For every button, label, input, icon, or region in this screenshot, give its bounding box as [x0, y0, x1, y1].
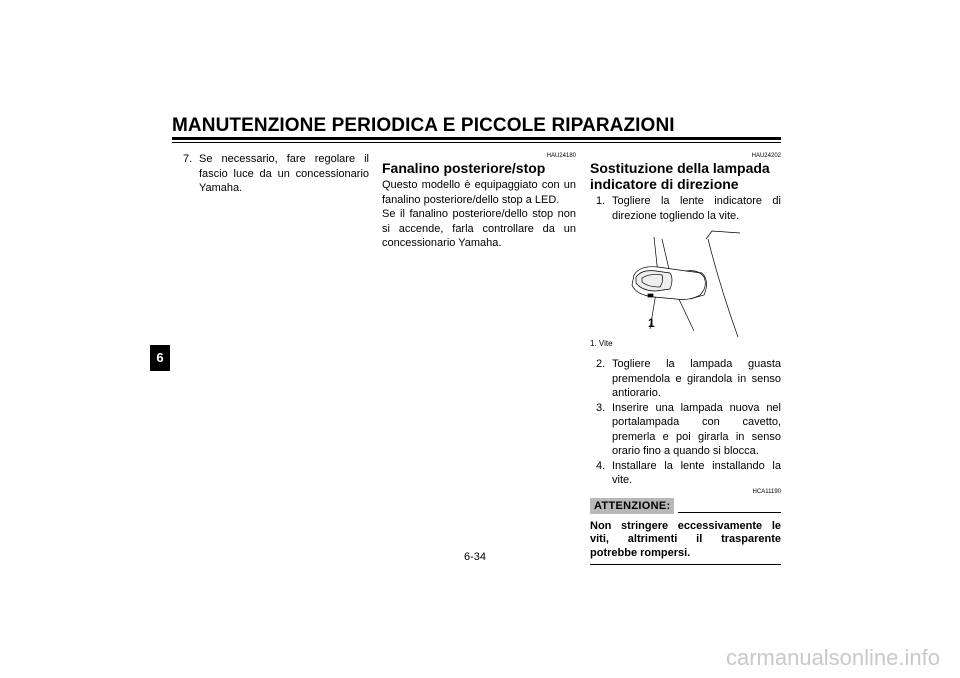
column-1: [183, 152, 369, 196]
column-3: [590, 152, 781, 565]
turn-signal-illustration: [590, 227, 781, 337]
section-heading-turn-signal: Sostituzione della lampada indicatore di direzione: [590, 160, 770, 192]
step-text: Inserire una lampada nuova nel portalampada con cavetto, premerla e poi girarla in senso orario fino a quando si blocca.: [612, 401, 781, 457]
figure-caption: 1. Vite: [590, 339, 613, 348]
column-2: [382, 152, 576, 251]
watermark: carmanualsonline.info: [725, 645, 940, 670]
step-item: [590, 459, 781, 488]
step-item: [590, 357, 781, 401]
caution-text: Non stringere eccessivamente le viti, altrimenti il trasparente potrebbe rompersi.: [590, 519, 781, 559]
step-number: 3.: [596, 401, 606, 414]
step-item: [590, 194, 781, 223]
caution-rule: [678, 512, 781, 513]
step-text: Togliere la lente indicatore di direzione togliendo la vite.: [612, 195, 781, 222]
list-item: [183, 152, 369, 196]
list-number: 7.: [183, 153, 193, 165]
paragraph: Questo modello è equipaggiato con un fanalino posteriore/dello stop a LED.: [382, 179, 576, 206]
step-text: Installare la lente installando la vite.: [612, 459, 781, 486]
title-rule-thick: [172, 137, 781, 140]
caution-header: [590, 498, 781, 514]
step-number: 1.: [596, 195, 606, 207]
step-text: Togliere la lampada guasta premendola e girandola in senso antiorario.: [612, 358, 781, 399]
section-heading-tail-light: Fanalino posteriore/stop: [382, 160, 546, 176]
page-title: MANUTENZIONE PERIODICA E PICCOLE RIPARAZIONI: [172, 115, 675, 136]
page-number: 6-34: [464, 551, 487, 563]
caution-bottom-rule: [590, 564, 781, 565]
reference-code: HCA11190: [752, 488, 781, 495]
title-rule-thin: [172, 142, 781, 143]
step-number: 4.: [596, 459, 606, 472]
paragraph: Se il fanalino posteriore/dello stop non si accende, farla controllare da un concessionario Yamaha.: [382, 208, 576, 249]
caution-label: ATTENZIONE:: [590, 498, 674, 514]
step-item: [590, 401, 781, 459]
section-tab: 6: [150, 345, 170, 371]
list-text: Se necessario, fare regolare il fascio luce da un concessionario Yamaha.: [199, 153, 369, 194]
figure-callout: 1: [648, 316, 655, 330]
reference-code: HAU24180: [546, 153, 576, 159]
step-number: 2.: [596, 358, 606, 370]
turn-signal-drawing: [590, 227, 781, 337]
reference-code: HAU24202: [751, 153, 781, 159]
